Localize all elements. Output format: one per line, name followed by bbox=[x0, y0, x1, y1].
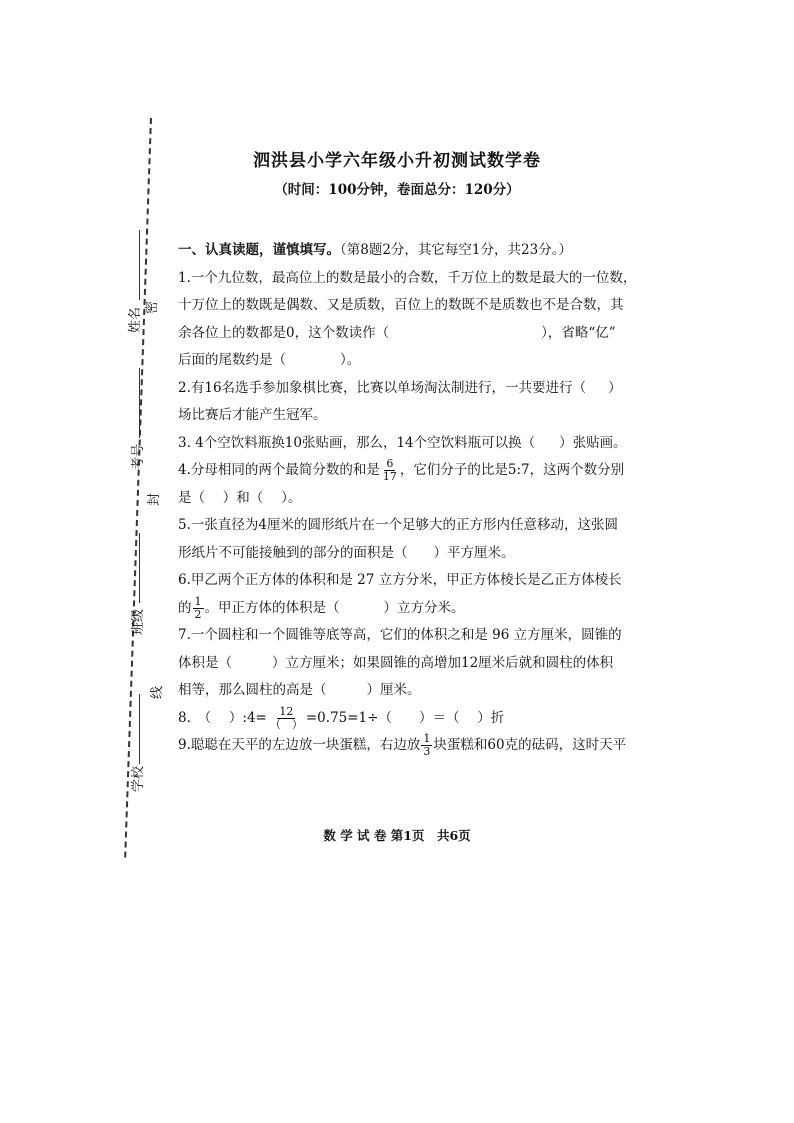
q9-text: 块蛋糕和60克的砝码，这时天平 bbox=[433, 737, 627, 753]
q8-text: =0.75=1÷（ ）＝（ ）折 bbox=[305, 709, 505, 726]
fraction-denominator: 2 bbox=[194, 607, 202, 621]
q7-text: 相等，那么圆柱的高是（ bbox=[178, 682, 327, 698]
question-2 bbox=[178, 375, 638, 430]
q2-line2: 场比赛后才能产生冠军。 bbox=[178, 407, 327, 423]
q1-text: 后面的尾数约是（ bbox=[178, 352, 286, 368]
q2-text: 2.有16名选手参加象棋比赛，比赛以单场淘汰制进行，一共要进行（ bbox=[178, 379, 587, 396]
exam-content bbox=[178, 237, 638, 760]
school-underline bbox=[139, 694, 140, 764]
q1-line2: 十万位上的数既是偶数、又是质数，百位上的数既不是质数也不是合数，其 bbox=[178, 297, 624, 313]
seal-char-xian: 线 bbox=[150, 685, 166, 700]
q7-line1: 7.一个圆柱和一个圆锥等底等高，它们的体积之和是 96 立方厘米，圆锥的 bbox=[178, 627, 622, 643]
q2-text: ） bbox=[608, 379, 622, 396]
school-label: 学校 bbox=[131, 765, 146, 792]
q4-text: ，它们分子的比是5:7，这两个数分别 bbox=[399, 462, 625, 478]
q4-text: 4.分母相同的两个最简分数的和是 bbox=[178, 462, 380, 478]
fraction-numerator: 1 bbox=[194, 594, 202, 608]
question-4 bbox=[178, 457, 638, 512]
question-9 bbox=[178, 732, 638, 760]
section-title: 一、认真读题，谨慎填写。 bbox=[178, 242, 340, 258]
q7-text: ）厘米。 bbox=[366, 682, 421, 698]
page-title: 泗洪县小学六年级小升初测试数学卷 bbox=[253, 151, 541, 171]
q7-line2 bbox=[178, 650, 638, 678]
q7-text: 体积是（ bbox=[178, 654, 232, 671]
exam-no-label: 考号 bbox=[131, 443, 146, 470]
q3-text: ）张贴画。 bbox=[559, 434, 627, 451]
q2-line1 bbox=[178, 375, 638, 403]
q4-line1 bbox=[178, 457, 638, 485]
fraction-12-blank bbox=[268, 706, 305, 731]
fraction-1-2 bbox=[193, 596, 204, 621]
exam-no-underline bbox=[139, 368, 140, 438]
q6-line2 bbox=[178, 595, 638, 623]
question-3 bbox=[178, 430, 638, 458]
question-8 bbox=[178, 705, 638, 733]
class-label: 班级 bbox=[131, 608, 146, 635]
question-6 bbox=[178, 567, 638, 622]
name-label: 姓名 bbox=[128, 306, 143, 333]
fraction-denominator[interactable]: （ ） bbox=[269, 717, 303, 731]
question-7 bbox=[178, 622, 638, 705]
fraction-denominator: 3 bbox=[423, 745, 431, 758]
fraction-6-17 bbox=[381, 458, 399, 483]
q5-line2 bbox=[178, 540, 638, 568]
q1-text: 余各位上的数都是0，这个数读作（ bbox=[178, 324, 390, 341]
q1-line4 bbox=[178, 347, 638, 375]
q5-line1: 5.一张直径为4厘米的圆形纸片在一个足够大的正方形内任意移动，这张圆 bbox=[178, 517, 618, 533]
q5-text: ）平方厘米。 bbox=[433, 544, 515, 561]
page-footer: 数 学 试 卷 第1页 共6页 bbox=[323, 828, 471, 843]
q8-line1 bbox=[178, 705, 638, 733]
q5-text: 形纸片不可能接触到的部分的面积是（ bbox=[178, 544, 408, 561]
q6-text: 的 bbox=[178, 599, 192, 616]
q6-text: ）立方分米。 bbox=[383, 599, 465, 616]
q7-line3 bbox=[178, 677, 638, 705]
fraction-numerator: 12 bbox=[279, 704, 294, 718]
q9-line1 bbox=[178, 732, 638, 760]
q1-line3 bbox=[178, 320, 638, 348]
q6-text: 。甲正方体的体积是（ bbox=[204, 599, 340, 616]
q7-text: ）立方厘米；如果圆锥的高增加12厘米后就和圆柱的体积 bbox=[272, 654, 614, 671]
q1-text: ），省略“亿” bbox=[541, 324, 616, 341]
q9-text: 9.聪聪在天平的左边放一块蛋糕，右边放 bbox=[178, 737, 421, 753]
seal-char-mi: 密 bbox=[145, 300, 161, 315]
name-underline bbox=[139, 230, 140, 300]
q3-text: 3. 4个空饮料瓶换10张贴画，那么，14个空饮料瓶可以换（ bbox=[178, 434, 536, 451]
question-1 bbox=[178, 265, 638, 375]
section-heading bbox=[178, 237, 638, 265]
exam-info: （时间：100分钟，卷面总分：120分） bbox=[274, 182, 520, 198]
fraction-1-3 bbox=[421, 733, 432, 758]
q3-line1 bbox=[178, 430, 638, 458]
fraction-denominator: 17 bbox=[382, 470, 397, 483]
q1-line1: 1.一个九位数，最高位上的数是最小的合数，千万位上的数是最大的一位数， bbox=[178, 269, 637, 286]
class-underline bbox=[139, 533, 140, 603]
q8-text: 8. （ ）:4= bbox=[178, 709, 267, 726]
section-note: （第8题2分，其它每空1分，共23分。） bbox=[340, 242, 572, 258]
seal-char-feng: 封 bbox=[147, 492, 163, 507]
fraction-numerator: 1 bbox=[423, 732, 431, 745]
q6-line1: 6.甲乙两个正方体的体积和是 27 立方分米，甲正方体棱长是乙正方体棱长 bbox=[178, 572, 622, 588]
fraction-numerator: 6 bbox=[386, 457, 394, 470]
question-5 bbox=[178, 512, 638, 567]
q1-text: ）。 bbox=[340, 352, 361, 368]
q4-line2: 是（ ）和（ ）。 bbox=[178, 489, 302, 506]
